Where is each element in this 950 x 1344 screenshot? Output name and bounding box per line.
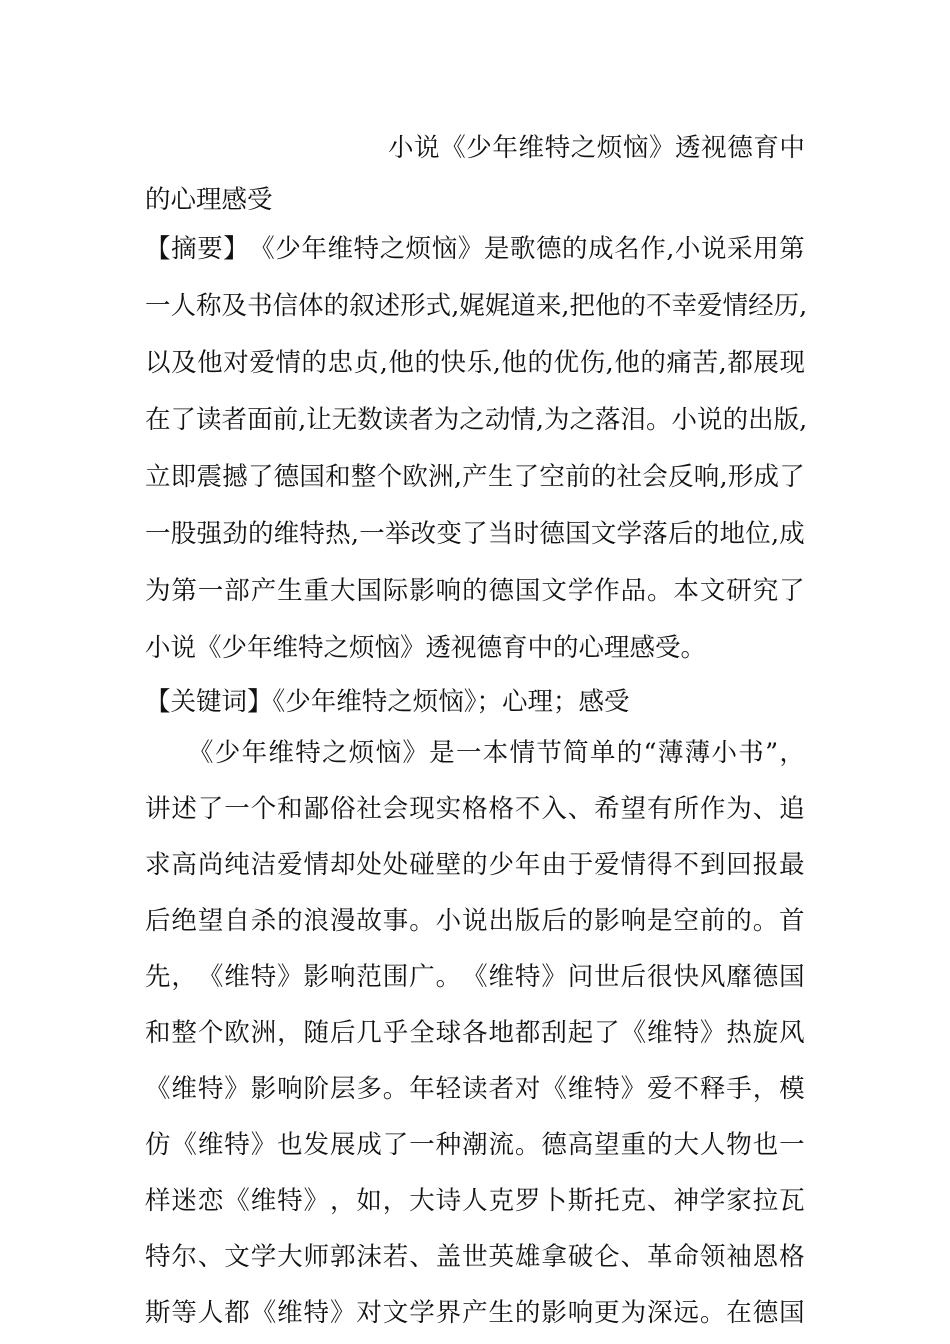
abstract-line: 为 第 一 部 产 生 重 大 国 际 影 响 的 德 国 文 学 作 品 。 本 文 研 究 了 bbox=[145, 576, 805, 606]
body-line: 先 ， 《 维 特 》 影 响 范 围 广 。 《 维 特 》 问 世 后 很 快 风 靡 德 国 bbox=[145, 962, 805, 992]
document-title-line-1: 小 说 《 少 年 维 特 之 烦 恼 》 透 视 德 育 中 bbox=[388, 133, 805, 163]
abstract-line: 一 股 强 劲 的 维 特 热 , 一 举 改 变 了 当 时 德 国 文 学 落 后 的 地 位 , 成 bbox=[145, 519, 805, 549]
body-line: 讲 述 了 一 个 和 鄙 俗 社 会 现 实 格 格 不 入 、 希 望 有 所 作 为 、 追 bbox=[145, 794, 805, 824]
body-line: 《 维 特 》 影 响 阶 层 多 。 年 轻 读 者 对 《 维 特 》 爱 不 释 手 ， 模 bbox=[145, 1074, 805, 1104]
abstract-line: 立 即 震 撼 了 德 国 和 整 个 欧 洲 , 产 生 了 空 前 的 社 会 反 响 , 形 成 了 bbox=[145, 462, 805, 492]
document-title-line-2: 的心理感受 bbox=[145, 185, 273, 215]
abstract-line: 【 摘 要 】 《 少 年 维 特 之 烦 恼 》 是 歌 德 的 成 名 作 , 小 说 采 用 第 bbox=[145, 234, 805, 264]
body-line: 斯 等 人 都 《 维 特 》 对 文 学 界 产 生 的 影 响 更 为 深 远 。 在 德 国 bbox=[145, 1298, 805, 1328]
body-line: 样 迷 恋 《 维 特 》 ， 如 ， 大 诗 人 克 罗 卜 斯 托 克 、 神 学 家 拉 瓦 bbox=[145, 1186, 805, 1216]
body-line: 求 高 尚 纯 洁 爱 情 却 处 处 碰 壁 的 少 年 由 于 爱 情 得 不 到 回 报 最 bbox=[145, 850, 805, 880]
body-line: 特 尔 、 文 学 大 师 郭 沫 若 、 盖 世 英 雄 拿 破 仑 、 革 命 领 袖 恩 格 bbox=[145, 1242, 805, 1272]
abstract-line: 在 了 读 者 面 前 , 让 无 数 读 者 为 之 动 情 , 为 之 落 泪 。 小 说 的 出 版 , bbox=[145, 405, 808, 435]
keywords-line: 【关键词】《少年维特之烦恼》；心理；感受 bbox=[145, 687, 630, 717]
abstract-line: 一 人 称 及 书 信 体 的 叙 述 形 式 , 娓 娓 道 来 , 把 他 的 不 幸 爱 情 经 历 , bbox=[145, 291, 808, 321]
abstract-line-last: 小说《少年维特之烦恼》透视德育中的心理感受。 bbox=[145, 633, 707, 663]
body-line: 和 整 个 欧 洲 ， 随 后 几 乎 全 球 各 地 都 刮 起 了 《 维 特 》 热 旋 风 bbox=[145, 1018, 805, 1048]
body-line: 《 少 年 维 特 之 烦 恼 》 是 一 本 情 节 简 单 的 “ 薄 薄 小 书 ” ， bbox=[188, 738, 805, 768]
abstract-line: 以 及 他 对 爱 情 的 忠 贞 , 他 的 快 乐 , 他 的 优 伤 , 他 的 痛 苦 , 都 展 现 bbox=[145, 348, 805, 378]
body-line: 后 绝 望 自 杀 的 浪 漫 故 事 。 小 说 出 版 后 的 影 响 是 空 前 的 。 首 bbox=[145, 906, 805, 936]
body-line: 仿 《 维 特 》 也 发 展 成 了 一 种 潮 流 。 德 高 望 重 的 大 人 物 也 一 bbox=[145, 1130, 805, 1160]
